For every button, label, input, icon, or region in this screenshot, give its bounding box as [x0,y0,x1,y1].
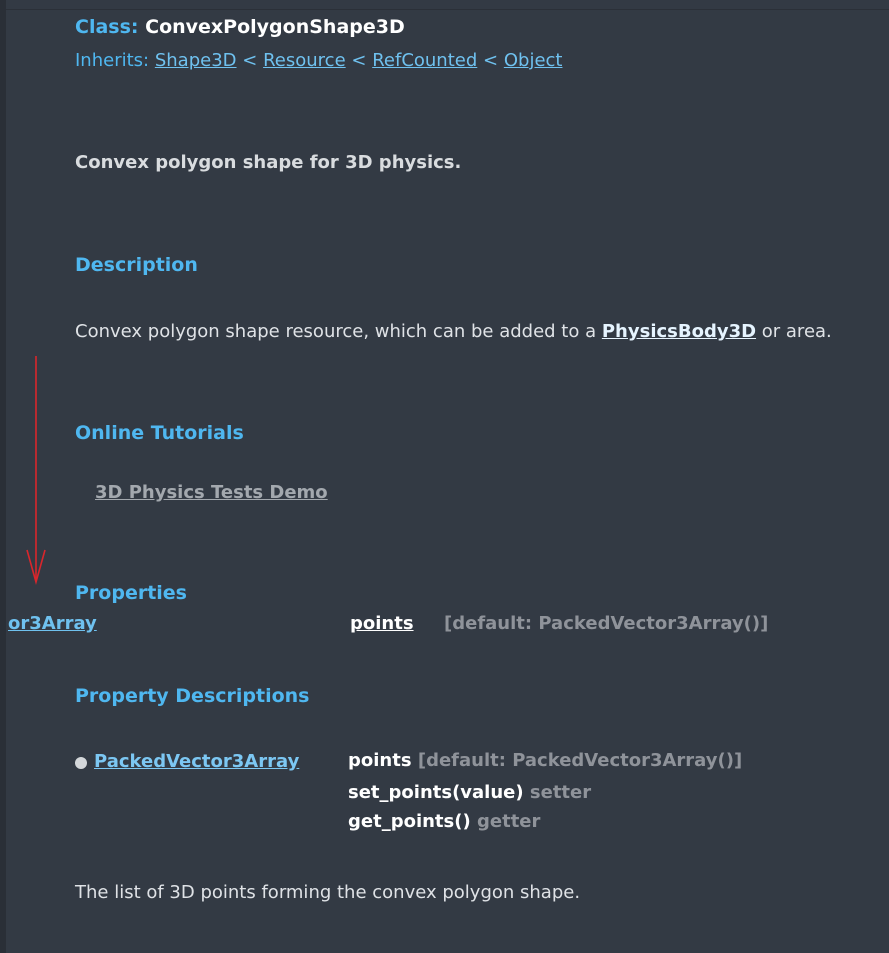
property-descriptions-heading: Property Descriptions [75,685,310,707]
inherits-link-object[interactable]: Object [503,50,563,71]
inherits-label: Inherits: [75,50,150,71]
inherits-separator: < [483,50,499,71]
class-name: ConvexPolygonShape3D [145,16,405,38]
property-description-text: The list of 3D points forming the convex polygon shape. [75,882,581,903]
top-border [6,9,889,10]
bullet-icon [75,757,87,769]
class-title [75,16,405,38]
description-text-before: Convex polygon shape resource, which can be added to a [75,321,602,342]
getter-label: getter [477,811,541,832]
inherits-separator: < [242,50,258,71]
setter-label: setter [529,782,592,803]
property-description-default: [default: PackedVector3Array()] [417,750,743,771]
description-text [75,321,832,342]
property-description-signature [348,750,742,771]
tutorial-link[interactable]: 3D Physics Tests Demo [95,482,328,503]
inherits-line [75,50,562,71]
property-description-type-link[interactable]: PackedVector3Array [94,751,300,772]
property-type-link[interactable]: or3Array [8,613,97,634]
property-name-link[interactable]: points [350,613,414,634]
description-text-after: or area. [756,321,832,342]
property-setter [348,782,591,803]
inherits-link-shape3d[interactable]: Shape3D [154,50,237,71]
property-default-value: [default: PackedVector3Array()] [444,613,769,634]
inherits-separator: < [351,50,367,71]
tutorials-heading: Online Tutorials [75,422,244,444]
setter-signature: set_points(value) [348,782,524,803]
inherits-link-refcounted[interactable]: RefCounted [372,50,478,71]
inherits-link-resource[interactable]: Resource [263,50,346,71]
brief-description: Convex polygon shape for 3D physics. [75,152,462,173]
properties-heading: Properties [75,582,187,604]
property-description-name: points [348,750,412,771]
class-label: Class: [75,16,139,38]
getter-signature: get_points() [348,811,471,832]
property-getter [348,811,540,832]
description-heading: Description [75,254,198,276]
panel-left-edge [0,0,6,953]
physicsbody3d-link[interactable]: PhysicsBody3D [601,321,757,342]
